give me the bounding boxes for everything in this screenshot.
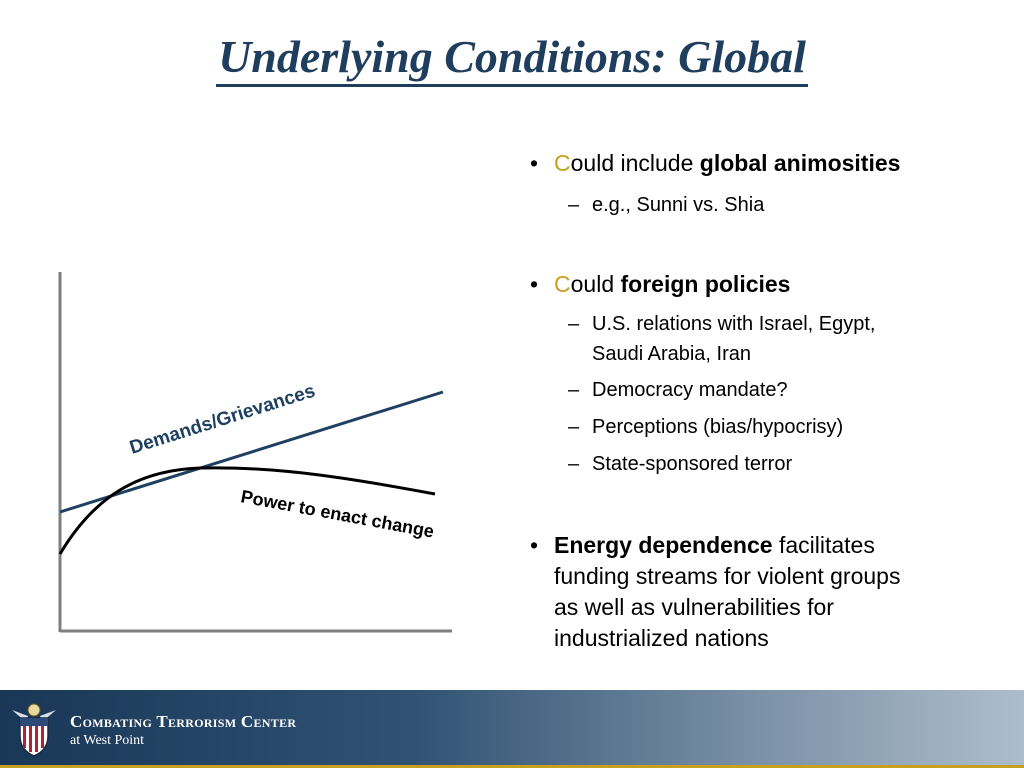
bullet-dot: • bbox=[530, 271, 539, 297]
sub-bullet-text: State-sponsored terror bbox=[592, 453, 793, 475]
grievance-power-diagram bbox=[0, 260, 500, 640]
sub-bullet-text: U.S. relations with Israel, Egypt, bbox=[592, 313, 876, 335]
sub-bullet-dash: – bbox=[568, 453, 580, 475]
bullet-text: as well as vulnerabilities for bbox=[554, 594, 834, 620]
bullet-initial: C bbox=[554, 271, 571, 297]
sub-bullet-dash: – bbox=[568, 379, 580, 401]
sub-bullet-dash: – bbox=[568, 416, 580, 438]
sub-bullet-text: Perceptions (bias/hypocrisy) bbox=[592, 416, 844, 438]
sub-bullet bbox=[530, 412, 843, 442]
bullet-text: ould bbox=[570, 271, 621, 297]
sub-bullet-dash: – bbox=[568, 194, 580, 216]
slide-title-wrap bbox=[0, 30, 1024, 83]
ctc-seal-icon bbox=[8, 696, 60, 758]
bullet-text: ould include bbox=[570, 150, 700, 176]
sub-bullet-text: Democracy mandate? bbox=[592, 379, 788, 401]
bullet-dot: • bbox=[530, 150, 539, 176]
org-subtitle: at West Point bbox=[70, 733, 145, 748]
sub-bullet-text: Saudi Arabia, Iran bbox=[592, 343, 751, 365]
sub-bullet-continuation bbox=[530, 339, 751, 369]
bullet-bold: global animosities bbox=[699, 150, 901, 176]
sub-bullet bbox=[530, 449, 792, 479]
bullet-bold: Energy dependence bbox=[554, 532, 773, 558]
sub-bullet bbox=[530, 309, 875, 339]
power-label: Power to enact change bbox=[239, 486, 436, 542]
bullet-text: industrialized nations bbox=[554, 625, 769, 651]
bullet-dot: • bbox=[530, 532, 539, 558]
sub-bullet bbox=[530, 375, 788, 405]
bullet-initial: C bbox=[554, 150, 571, 176]
sub-bullet bbox=[530, 190, 764, 220]
bullet-foreign-policies bbox=[530, 269, 790, 300]
bullet-global-animosities bbox=[530, 148, 900, 179]
bullet-text: funding streams for violent groups bbox=[554, 563, 901, 589]
sub-bullet-dash: – bbox=[568, 313, 580, 335]
footer-bar bbox=[0, 690, 1024, 768]
org-name: Combating Terrorism Center bbox=[70, 712, 297, 731]
bullet-bold: foreign policies bbox=[620, 271, 791, 297]
demands-label: Demands/Grievances bbox=[127, 380, 318, 459]
bullet-energy-dependence bbox=[530, 530, 900, 654]
slide-title: Underlying Conditions: Global bbox=[216, 31, 808, 87]
bullet-text: facilitates bbox=[772, 532, 875, 558]
sub-bullet-text: e.g., Sunni vs. Shia bbox=[592, 194, 765, 216]
